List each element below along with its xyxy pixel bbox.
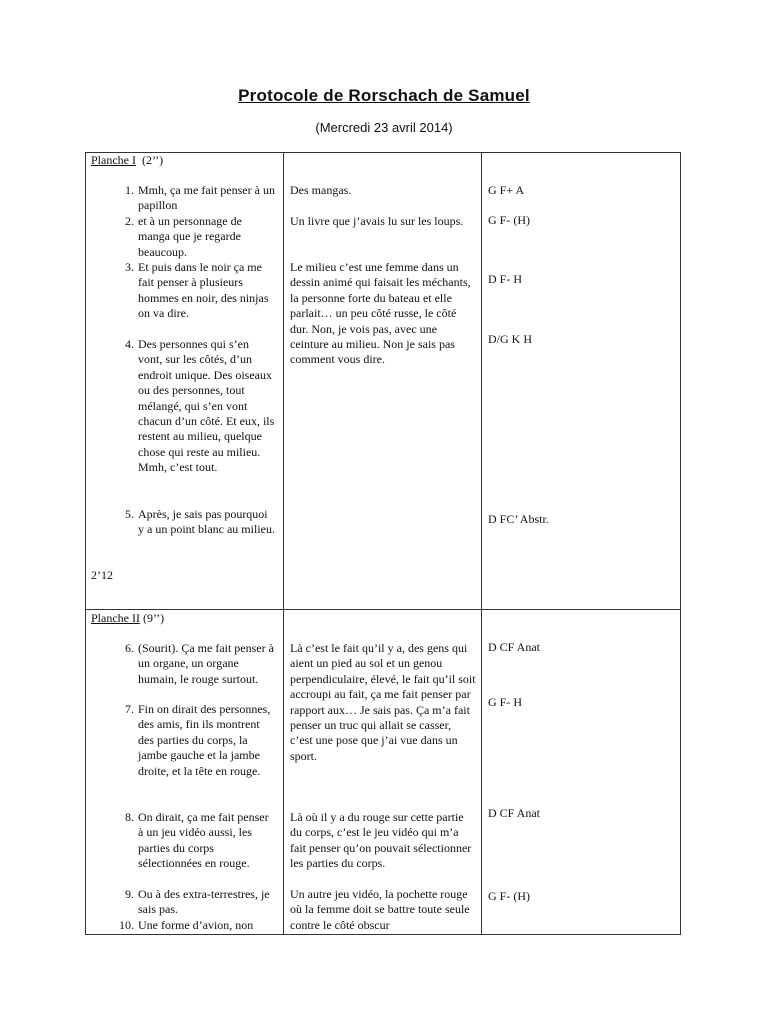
response-number: 4.: [125, 337, 134, 351]
response-text: Des personnes qui s’en vont, sur les côtés, d’un endroit unique. Des oiseaux ou des personnes, tout mélangé, qui s’en vont chacun d’un côté. Et eux, ils restent au milieu, quelque chose qui reste au milieu. Mmh, c’est tout.: [138, 337, 275, 475]
response-number: 10.: [119, 918, 134, 932]
response-text: Mmh, ça me fait penser à un papillon: [138, 183, 275, 213]
response-text: Une forme d’avion, non: [138, 918, 254, 932]
protocol-table: [85, 152, 681, 935]
plate-header: [91, 153, 163, 168]
response-text: Après, je sais pas pourquoi y a un point blanc au milieu.: [138, 507, 275, 537]
coding-text: D/G K H: [488, 332, 532, 346]
response-text: et à un personnage de manga que je regarde beaucoup.: [138, 214, 242, 259]
plate-time: (9’’): [142, 611, 165, 625]
response-text: Fin on dirait des personnes, des amis, fin ils montrent des parties du corps, la jambe gauche et la jambe droite, et la tête en rouge.: [138, 702, 271, 778]
response-number: 9.: [125, 887, 134, 901]
end-time: 2’12: [91, 568, 113, 582]
plate-time: (2’’): [141, 153, 164, 167]
coding-text: G F- (H): [488, 889, 530, 903]
response-number: 8.: [125, 810, 134, 824]
response-text: Et puis dans le noir ça me fait penser à plusieurs hommes en noir, des ninjas on va dire.: [138, 260, 269, 321]
responses-cell: [86, 610, 284, 935]
inquiry-text: Là où il y a du rouge sur cette partie du corps, c’est le jeu vidéo qui m’a fait penser qu’on pouvait sélectionner les parties du corps.: [290, 810, 472, 871]
inquiry-text: Un livre que j’avais lu sur les loups.: [290, 214, 464, 228]
coding-text: G F- (H): [488, 213, 530, 227]
response-number: 2.: [125, 214, 134, 228]
inquiry-text: Des mangas.: [290, 183, 352, 197]
response-number: 5.: [125, 507, 134, 521]
response-text: (Sourit). Ça me fait penser à un organe, un organe humain, le rouge surtout.: [138, 641, 274, 686]
inquiry-cell: [284, 610, 482, 935]
coding-text: D FC’ Abstr.: [488, 512, 549, 526]
response-number: 7.: [125, 702, 134, 716]
response-text: On dirait, ça me fait penser à un jeu vidéo aussi, les parties du corps sélectionnées en rouge.: [138, 810, 269, 871]
table-row-planche-1: [86, 153, 681, 610]
document-title: Protocole de Rorschach de Samuel: [238, 86, 530, 105]
response-number: 1.: [125, 183, 134, 197]
coding-text: D CF Anat: [488, 806, 541, 820]
plate-label: Planche I: [91, 153, 136, 167]
coding-text: G F+ A: [488, 183, 525, 197]
inquiry-text: Là c’est le fait qu’il y a, des gens qui aient un pied au sol et un genou perpendiculaire, élevé, le fait qu’il soit accroupi au fait, ça me fait penser par rapport aux… Je sais pas. Ça m’a fait penser un truc qui allait se casser, c’est une pose que j’ai vue dans un sport.: [290, 641, 476, 763]
responses-cell: [86, 153, 284, 610]
plate-header: [91, 611, 164, 626]
response-text: Ou à des extra-terrestres, je sais pas.: [138, 887, 270, 917]
inquiry-cell: [284, 153, 482, 610]
plate-label: Planche II: [91, 611, 140, 625]
response-number: 6.: [125, 641, 134, 655]
coding-text: D F- H: [488, 272, 523, 286]
inquiry-text: Le milieu c’est une femme dans un dessin animé qui faisait les méchants, la personne forte du bateau et elle parlait… un peu côté russe, le côté dur. Non, je vois pas, avec une ceinture au milieu. Non je sais pas comment vous dire.: [290, 260, 471, 367]
document-date: (Mercredi 23 avril 2014): [315, 120, 453, 135]
inquiry-text: Un autre jeu vidéo, la pochette rouge où la femme doit se battre toute seule contre le côté obscur: [290, 887, 470, 932]
coding-text: G F- H: [488, 695, 523, 709]
coding-cell: [482, 610, 681, 935]
table-row-planche-2: [86, 610, 681, 935]
coding-cell: [482, 153, 681, 610]
response-number: 3.: [125, 260, 134, 274]
coding-text: D CF Anat: [488, 640, 541, 654]
